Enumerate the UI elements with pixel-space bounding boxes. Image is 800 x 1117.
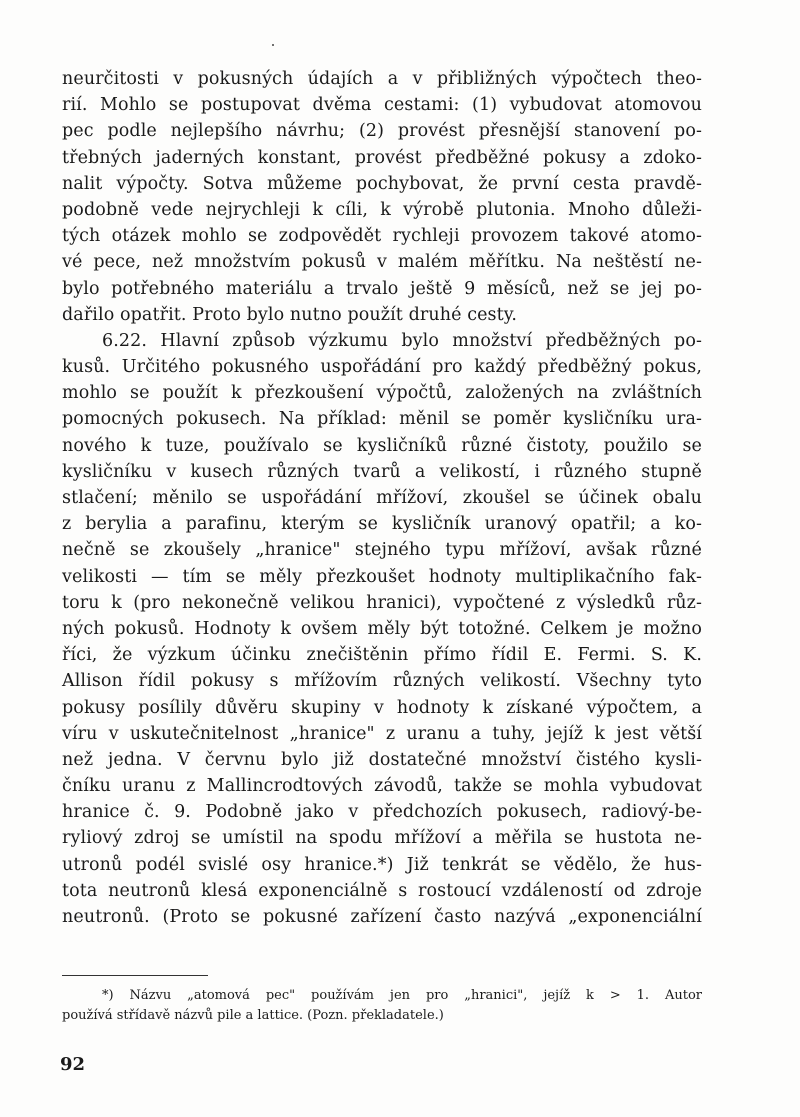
- text-line: dařilo opatřit. Proto bylo nutno použít druhé cesty.: [62, 304, 518, 325]
- text-line: ryliový zdroj se umístil na spodu mřížoví a měřila se hustota ne-: [62, 828, 702, 849]
- text-line: rií. Mohlo se postupovat dvěma cestami: (1) vybudovat atomovou: [62, 95, 702, 116]
- text-line: nalit výpočty. Sotva můžeme pochybovat, že první cesta pravdě-: [62, 173, 702, 194]
- text-line: hranice č. 9. Podobně jako v předchozích pokusech, radiový-be-: [62, 802, 702, 823]
- text-line: než jedna. V červnu bylo již dostatečné množství čistého kysli-: [62, 749, 702, 770]
- text-line: pec podle nejlepšího návrhu; (2) provést přesnější stanovení po-: [62, 121, 702, 142]
- text-line: mohlo se použít k přezkoušení výpočtů, založených na zvláštních: [62, 383, 702, 404]
- footnote-line: *) Názvu „atomová pec" používám jen pro „hranici", jejíž k > 1. Autor: [102, 988, 702, 1003]
- text-line: utronů podél svislé osy hranice.*) Již tenkrát se vědělo, že hus-: [62, 854, 702, 875]
- text-line: tých otázek mohlo se zodpovědět rychleji provozem takové atomo-: [62, 226, 702, 247]
- text-line: podobně vede nejrychleji k cíli, k výrobě plutonia. Mnoho důleži-: [62, 199, 702, 220]
- text-line: stlačení; měnilo se uspořádání mřížoví, zkoušel se účinek obalu: [62, 488, 702, 508]
- text-line: neutronů. (Proto se pokusné zařízení často nazývá „exponenciální: [62, 907, 702, 927]
- text-line: třebných jaderných konstant, provést předběžné pokusy a zdoko-: [62, 147, 702, 168]
- body-text: [62, 66, 702, 930]
- text-line: kusů. Určitého pokusného uspořádání pro každý předběžný pokus,: [62, 357, 702, 378]
- text-line: čníku uranu z Mallincrodtových závodů, takže se mohla vybudovat: [62, 776, 702, 797]
- footnote-divider: [62, 975, 208, 976]
- text-line: toru k (pro nekonečně velikou hranici), vypočtené z výsledků růz-: [62, 592, 702, 613]
- text-line: bylo potřebného materiálu a trvalo ještě 9 měsíců, než se jej po-: [62, 278, 702, 299]
- text-line: nečně se zkoušely „hranice" stejného typu mřížoví, avšak různé: [62, 540, 702, 561]
- text-line: nového k tuze, používalo se kysličníků různé čistoty, použilo se: [62, 435, 702, 456]
- text-line: vé pece, než množstvím pokusů v malém měřítku. Na neštěstí ne-: [62, 252, 702, 273]
- text-line: kysličníku v kusech různých tvarů a velikostí, i různého stupně: [62, 461, 702, 482]
- text-line: ných pokusů. Hodnoty k ovšem měly být totožné. Celkem je možno: [62, 618, 702, 639]
- text-line: víru v uskutečnitelnost „hranice" z uranu a tuhy, jejíž k jest větší: [62, 723, 702, 744]
- paragraph-start-line: 6.22. Hlavní způsob výzkumu bylo množství předběžných po-: [102, 330, 702, 351]
- text-line: z berylia a parafinu, kterým se kysličník uranový opatřil; a ko-: [62, 514, 702, 535]
- text-line: neurčitosti v pokusných údajích a v přibližných výpočtech theo-: [62, 69, 702, 89]
- footnote-line: používá střídavě názvů pile a lattice. (Pozn. překladatele.): [62, 1008, 444, 1023]
- page-number: 92: [60, 1054, 86, 1075]
- text-line: velikosti — tím se měly přezkoušet hodnoty multiplikačního fak-: [62, 566, 702, 587]
- text-line: pomocných pokusech. Na příklad: měnil se poměr kysličníku ura-: [62, 409, 702, 430]
- scan-speck: [272, 44, 274, 46]
- text-line: Allison řídil pokusy s mřížovím různých velikostí. Všechny tyto: [62, 671, 702, 692]
- text-line: říci, že výzkum účinku znečištěnin přímo řídil E. Fermi. S. K.: [62, 645, 702, 666]
- text-line: tota neutronů klesá exponenciálně s rostoucí vzdáleností od zdroje: [62, 880, 702, 901]
- text-line: pokusy posílily důvěru skupiny v hodnoty k získané výpočtem, a: [62, 697, 702, 718]
- footnote: [62, 986, 702, 1026]
